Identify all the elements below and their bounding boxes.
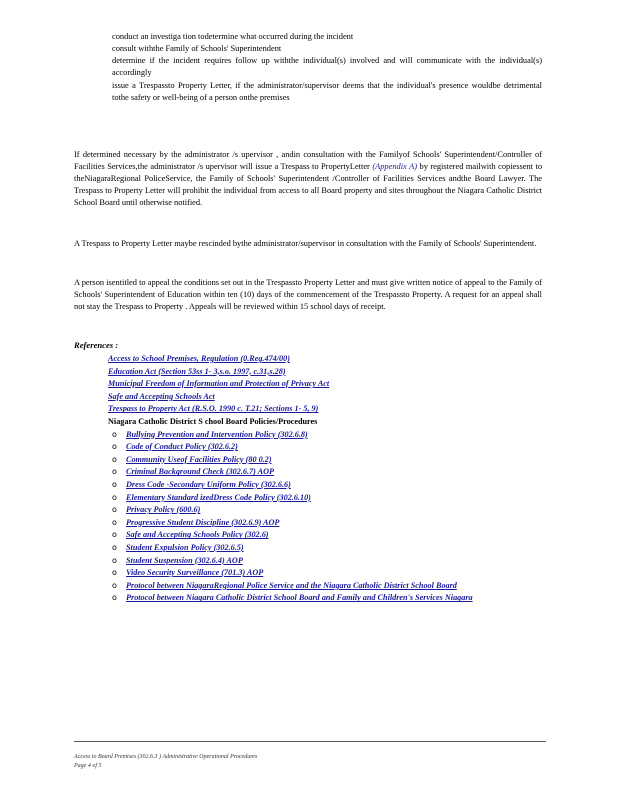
circle-bullet-icon: o: [112, 517, 117, 527]
reference-item: [92, 378, 544, 391]
policy-link[interactable]: Code of Conduct Policy (302.6.2): [126, 442, 238, 452]
policy-item: [92, 492, 544, 505]
bullet-icon: [92, 43, 112, 55]
bullet-item: [92, 31, 542, 43]
paragraph-text: by registered mailwith copiessent to theNiagaraRegional PoliceService, the Family of Schools' Superintendent /Controller of Facilities Services andthe Board Lawyer. The Trespass to Property Letter will prohibit the individual from access to all Board property and sites throughout the Niagara Catholic District School Board until otherwise notified.: [74, 162, 543, 207]
circle-bullet-icon: o: [112, 580, 117, 590]
reference-link-trespass-act[interactable]: Trespass to Property Act (R.S.O. 1990 c. T.21; Sections 1- 5, 9): [108, 404, 319, 414]
paragraph-rescind: [74, 238, 542, 250]
reference-item: [92, 391, 544, 404]
circle-bullet-icon: o: [112, 492, 117, 502]
policy-item: [92, 504, 544, 517]
policy-item: [92, 441, 544, 454]
reference-item: [92, 403, 544, 416]
paragraph-text: If determined necessary by the administrator /s upervisor , andin consultation with the Familyof Schools' Superintendent/Controller of Facilities Services,the administrator /s upervisor will issue a Trespass to PropertyLetter: [74, 150, 542, 171]
policy-item: [92, 517, 544, 530]
paragraph-determination: [74, 149, 542, 209]
page-footer: [74, 753, 257, 771]
circle-bullet-icon: o: [112, 505, 117, 515]
policy-link[interactable]: Privacy Policy (600.6): [126, 505, 201, 515]
policy-item: [92, 429, 544, 442]
policy-item: [92, 479, 544, 492]
bullet-icon: [92, 378, 108, 391]
bullet-item: [92, 80, 542, 104]
bullet-icon: [92, 80, 112, 104]
policy-link[interactable]: Elementary Standard izedDress Code Policy (302.6.10): [126, 492, 311, 502]
circle-bullet-icon: o: [112, 568, 117, 578]
reference-link-access-regulation[interactable]: Access to School Premises, Regulation (0.Reg.474/00): [108, 354, 290, 363]
paragraph-appeal: [74, 277, 542, 313]
policy-link[interactable]: Criminal Background Check (302.6.7) AOP: [126, 467, 274, 477]
circle-bullet-icon: o: [112, 593, 117, 603]
paragraph-text: A person isentitled to appeal the conditions set out in the Trespassto Property Letter and must give written notice of appeal to the Family of Schools' Superintendent of Education within ten (10) days of the commencement of the Trespassto Property. A request for an appeal shall not stay the Trespass to Property . Appeals will be reviewed within 15 school days of receipt.: [74, 278, 542, 311]
references-list: [92, 353, 544, 605]
reference-link-mfippa[interactable]: Municipal Freedom of Information and Protection of Privacy Act: [108, 379, 330, 389]
circle-bullet-icon: o: [112, 467, 117, 477]
bullet-item: [92, 43, 542, 55]
policy-link[interactable]: Video Security Surveillance (701.3) AOP: [126, 568, 264, 578]
bullet-icon: [92, 366, 108, 379]
footer-page-number: Page 4 of 5: [74, 763, 102, 769]
bullet-icon: [92, 31, 112, 43]
footer-divider: [74, 741, 546, 742]
policy-link[interactable]: Student Expulsion Policy (302.6.5): [126, 542, 244, 552]
reference-item: [92, 366, 544, 379]
policy-item: [92, 592, 544, 605]
bullet-text: conduct an investiga tion todetermine what occurred during the incident: [112, 32, 354, 41]
policy-link[interactable]: Bullying Prevention and Intervention Policy (302.6.8): [126, 429, 308, 439]
appendix-reference: (Appendix A): [372, 162, 417, 171]
reference-link-education-act[interactable]: Education Act (Section 53ss 1- 3,s.o. 1997, c.31,s.28): [108, 366, 286, 376]
policy-link[interactable]: Safe and Accepting Schools Policy (302.6): [126, 530, 269, 540]
policy-item: [92, 555, 544, 568]
references-heading: References :: [74, 340, 119, 350]
bullet-icon: [92, 416, 108, 429]
policy-item: [92, 580, 544, 593]
footer-title: Access to Board Premises (302.6.3 ) Administrative Operational Procedures: [74, 754, 258, 760]
bullet-icon: [92, 403, 108, 416]
policy-item: [92, 542, 544, 555]
policy-link[interactable]: Community Useof Facilities Policy (80 0.2): [126, 454, 272, 464]
circle-bullet-icon: o: [112, 442, 117, 452]
reference-item: [92, 353, 544, 366]
reference-label-board-policies: Niagara Catholic District S chool Board Policies/Procedures: [108, 416, 318, 426]
bullet-text: determine if the incident requires follow up withthe individual(s) involved and will communicate with the individual(s) accordingly: [112, 56, 542, 77]
circle-bullet-icon: o: [112, 555, 117, 565]
reference-item: [92, 416, 544, 429]
bullet-text: consult withthe Family of Schools' Superintendent: [112, 44, 282, 53]
policy-link[interactable]: Protocol between Niagara Catholic District School Board and Family and Children's Services Niagara: [126, 593, 473, 603]
paragraph-text: A Trespass to Property Letter maybe rescinded bythe administrator/supervisor in consultation with the Family of Schools' Superintendent.: [74, 239, 537, 248]
policy-item: [92, 466, 544, 479]
bullet-icon: [92, 391, 108, 404]
policy-link[interactable]: Dress Code -Secondary Uniform Policy (302.6.6): [126, 479, 291, 489]
bullet-item: [92, 55, 542, 79]
circle-bullet-icon: o: [112, 479, 117, 489]
circle-bullet-icon: o: [112, 542, 117, 552]
policy-item: [92, 567, 544, 580]
bullet-icon: [92, 353, 108, 366]
policy-item: [92, 529, 544, 542]
circle-bullet-icon: o: [112, 454, 117, 464]
circle-bullet-icon: o: [112, 429, 117, 439]
bullet-text: issue a Trespassto Property Letter, if the administrator/supervisor deems that the individual's presence wouldbe detrimental tothe safety or well-being of a person onthe premises: [112, 81, 542, 102]
policy-link[interactable]: Progressive Student Discipline (302.6.9) AOP: [126, 517, 280, 527]
policy-item: [92, 454, 544, 467]
policy-link[interactable]: Protocol between NiagaraRegional Police Service and the Niagara Catholic District School Board: [126, 580, 457, 590]
circle-bullet-icon: o: [112, 530, 117, 540]
bullet-icon: [92, 55, 112, 79]
reference-link-safe-schools-act[interactable]: Safe and Accepting Schools Act: [108, 391, 215, 401]
policy-link[interactable]: Student Suspension (302.6.4) AOP: [126, 555, 243, 565]
